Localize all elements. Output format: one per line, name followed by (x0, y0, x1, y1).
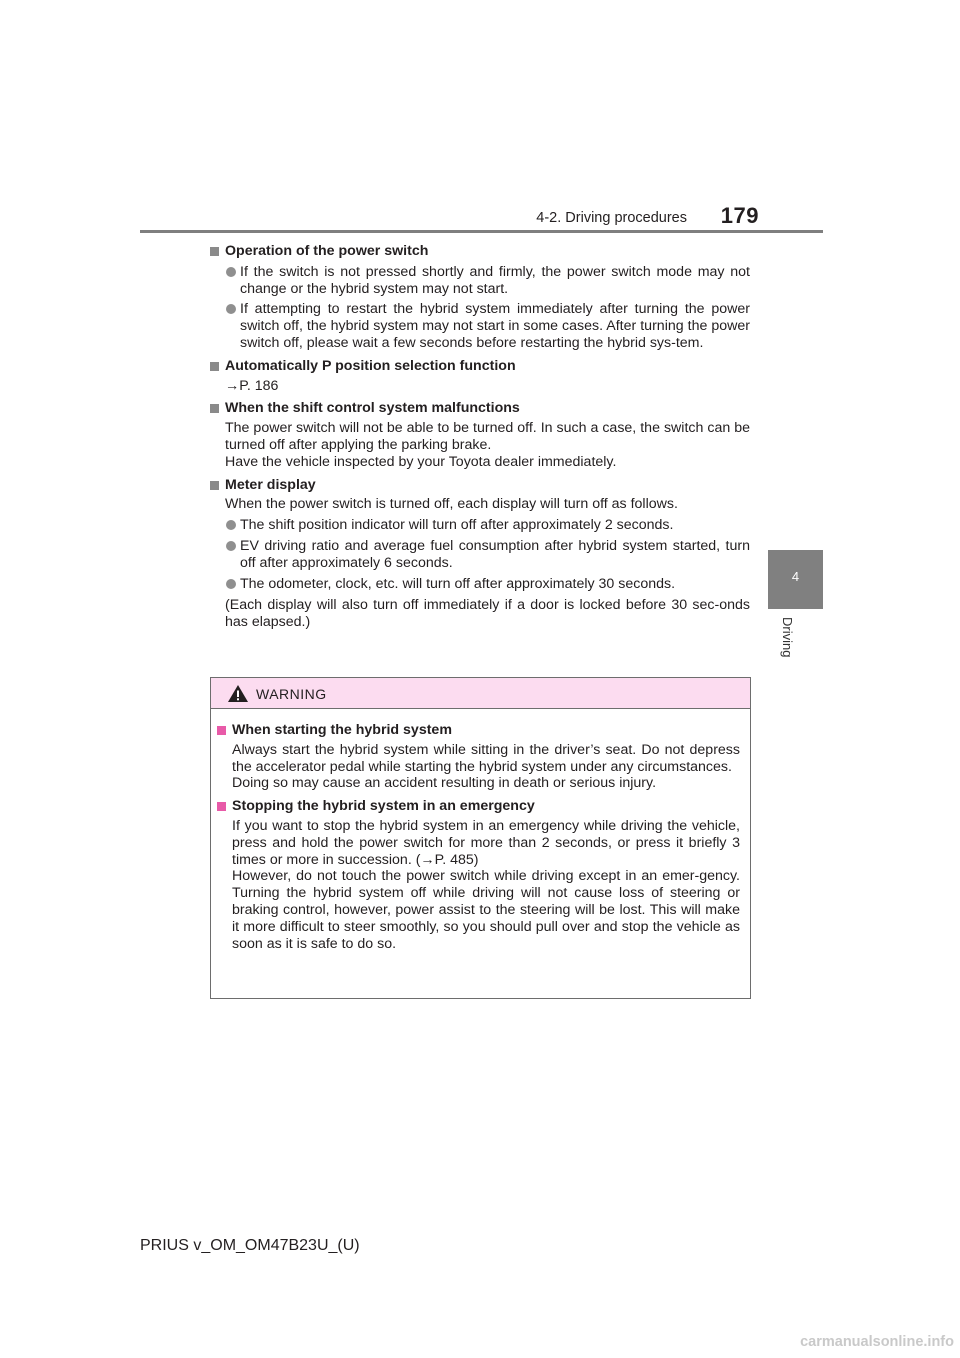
bullet-item: If the switch is not pressed shortly and firmly, the power switch mode may not change or the hybrid system may not start. (225, 264, 750, 298)
chapter-number: 4 (791, 569, 800, 584)
bullet-item: EV driving ratio and average fuel consumption after hybrid system started, turn off after approximately 6 seconds. (225, 538, 750, 572)
warning-paragraph: Always start the hybrid system while sitting in the driver’s seat. Do not depress the accelerator pedal while starting the hybrid system under any circumstances. (232, 741, 740, 775)
square-bullet-icon (217, 726, 226, 735)
chapter-tab (768, 550, 823, 609)
page-number: 179 (720, 203, 759, 228)
section-heading: Operation of the power switch (210, 243, 750, 260)
paragraph: Have the vehicle inspected by your Toyota dealer immediately. (225, 453, 617, 470)
round-bullet-icon (226, 267, 236, 277)
warning-paragraph: Doing so may cause an accident resulting in death or serious injury. (232, 775, 657, 792)
section-heading: When the shift control system malfunctions (210, 400, 750, 417)
chapter-label: Driving (780, 617, 795, 658)
watermark: carmanualsonline.info (800, 1334, 954, 1350)
square-bullet-icon (210, 481, 219, 490)
paragraph: The power switch will not be able to be turned off. In such a case, the switch can be turned off after applying the parking brake. (225, 420, 750, 453)
model-code-footer: PRIUS v_OM_OM47B23U_(U) (140, 1237, 360, 1254)
bullet-item: If attempting to restart the hybrid system immediately after turning the power switch off, the hybrid system may not start in some cases. After turning the power switch off, please wait a few seconds before restarting the hybrid sys-tem. (225, 301, 750, 351)
warning-paragraph: If you want to stop the hybrid system in an emergency while driving the vehicle, press and hold the power switch for more than 2 seconds, or press it briefly 3 times or more in succession. (→P. 485) (232, 817, 740, 868)
warning-body (217, 722, 740, 952)
square-bullet-icon (210, 362, 219, 371)
warning-heading: Stopping the hybrid system in an emergency (217, 798, 740, 815)
square-bullet-icon (210, 247, 219, 256)
round-bullet-icon (226, 520, 236, 530)
main-content (210, 243, 750, 631)
section-heading: Automatically P position selection function (210, 358, 750, 375)
bullet-item: The shift position indicator will turn off after approximately 2 seconds. (225, 517, 750, 534)
warning-header (211, 678, 750, 709)
round-bullet-icon (226, 579, 236, 589)
warning-label: WARNING (256, 686, 327, 702)
round-bullet-icon (226, 304, 236, 314)
page-reference: →P. 186 (225, 377, 279, 394)
note-paragraph: (Each display will also turn off immediately if a door is locked before 30 sec-onds has elapsed.) (225, 597, 750, 631)
chapter-label-area (768, 613, 823, 673)
square-bullet-icon (217, 802, 226, 811)
section-heading: Meter display (210, 477, 750, 494)
warning-triangle-icon (227, 684, 249, 703)
warning-paragraph: However, do not touch the power switch while driving except in an emer-gency. Turning the hybrid system off while driving will not cause loss of steering or braking control, however, power assist to the steering will be lost. This will make it more difficult to steer smoothly, so you should pull over and stop the vehicle as soon as it is safe to do so. (232, 868, 740, 952)
paragraph: When the power switch is turned off, each display will turn off as follows. (225, 496, 678, 513)
warning-heading: When starting the hybrid system (217, 722, 740, 739)
page-header (140, 203, 823, 233)
header-divider (140, 230, 823, 233)
round-bullet-icon (226, 541, 236, 551)
section-title: 4-2. Driving procedures (536, 210, 687, 226)
bullet-item: The odometer, clock, etc. will turn off after approximately 30 seconds. (225, 576, 750, 593)
warning-box (210, 677, 751, 999)
square-bullet-icon (210, 404, 219, 413)
